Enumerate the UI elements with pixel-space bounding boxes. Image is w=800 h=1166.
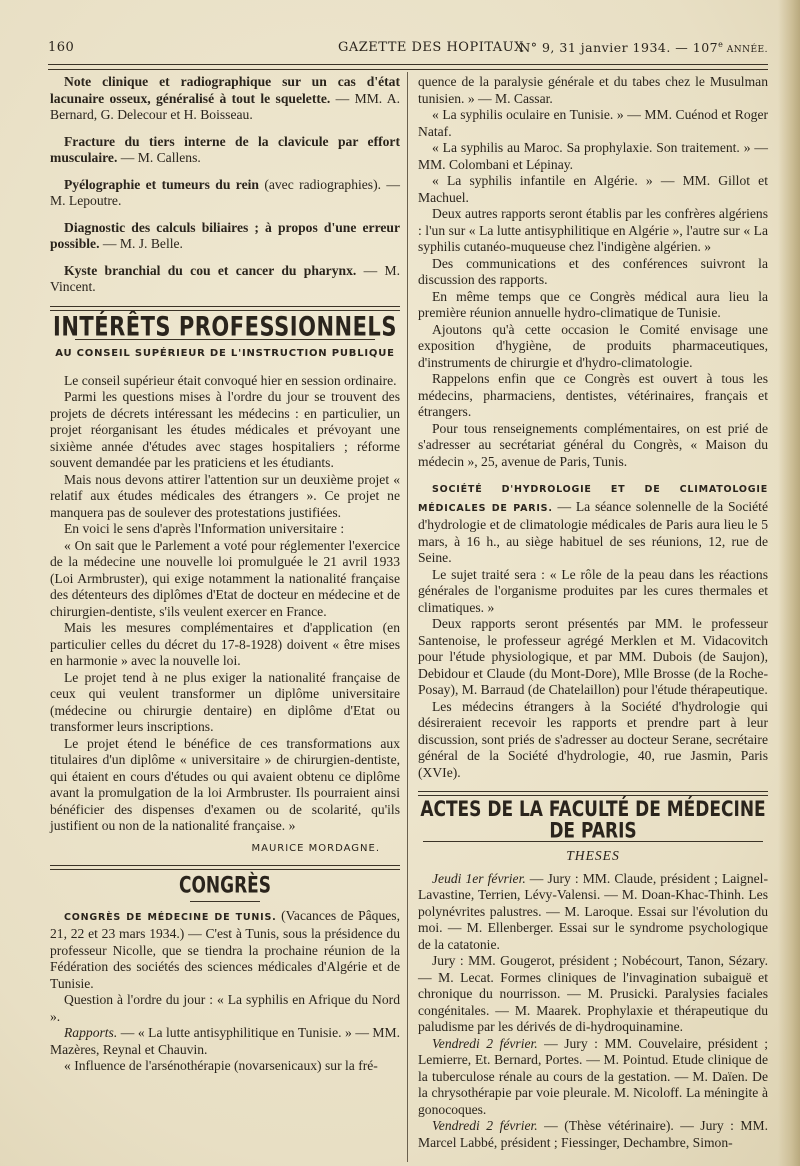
paragraph: SOCIÉTÉ D'HYDROLOGIE ET DE CLIMATOLOGIE MÉDICALES DE PARIS. — La séance solennelle de la Société d'hydrologie et de climatologie médicales de Paris aura lieu le 5 mars, à 16 h., au siège habituel de ses réunions, 12, rue de Seine.: [418, 484, 768, 565]
list-item: Jeudi 1er février. — Jury : MM. Claude, président ; Laignel-Lavastine, Terrien, Lévy-Valensi. — M. Doan-Khac-Thinh. Les polynévrites palustres. — M. Laroque. Essai sur l'évolution du moi. — M. Ellenberger. Essai sur le syndrome psychologique de la catatonie.: [418, 870, 768, 952]
list-item: Vendredi 2 février. — Jury : MM. Couvelaire, président ; Lemierre, Et. Bernard, Portes. — M. Pointud. Etude clinique de la tuberculose rénale au cours de la gestation. — M. Daïen. De la chrysothérapie par voie pleurale. M. Nicoloff. La méningite à gonocoques.: [418, 1035, 768, 1117]
left-column: [50, 74, 400, 1075]
list-item: Kyste branchial du cou et cancer du pharynx. — M. Vincent.: [50, 262, 400, 294]
section-rule: [50, 306, 400, 311]
paragraph: « On sait que le Parlement a voté pour réglementer l'exercice de la médecine une nouvelle loi promulguée le 21 avril 1933 (Loi Armbruster), qui exige notamment la nationalité française des détenteurs des diplômes d'Etat de docteur en médecine et de chirurgien-dentiste, s'ils veulent exercer en France.: [50, 537, 400, 619]
paragraph: Le sujet traité sera : « Le rôle de la peau dans les réactions générales de l'organisme produites par les cures thermales et climatiques. »: [418, 566, 768, 615]
paragraph: Les médecins étrangers à la Société d'hydrologie qui désireraient recevoir les rapports et prendre part à leur discussion, sont priés de s'adresser au docteur Serane, secrétaire général de la Société d'hydrologie, 40, rue Jasmin, Paris (XVIe).: [418, 698, 768, 780]
paragraph: CONGRÈS DE MÉDECINE DE TUNIS. (Vacances de Pâques, 21, 22 et 23 mars 1934.) — C'est à Tunis, sous la présidence du professeur Nicolle, que se tiendra la prochaine réunion de la Fédération des sociétés des sciences médicales d'Algérie et de Tunisie.: [50, 907, 400, 991]
header-rule: [48, 64, 768, 70]
section-rule: [50, 865, 400, 870]
page-edge-shadow: [778, 0, 800, 1166]
section-title-interets: INTÉRÊTS PROFESSIONNELS: [53, 311, 397, 342]
page-number: 160: [48, 40, 75, 55]
paragraph: « La syphilis infantile en Algérie. » — MM. Gillot et Machuel.: [418, 173, 768, 205]
list-item: Diagnostic des calculs biliaires ; à propos d'une erreur possible. — M. J. Belle.: [50, 219, 400, 251]
column-separator: [407, 72, 408, 1162]
paragraph: « La syphilis au Maroc. Sa prophylaxie. Son traitement. » — MM. Colombani et Lépinay.: [418, 140, 768, 172]
journal-title: GAZETTE DES HOPITAUX: [338, 40, 524, 55]
paragraph: Deux autres rapports seront établis par les confrères algériens : l'un sur « La lutte antisyphilitique en Algérie », l'autre sur « La syphilis cutanéo-muqueuse chez l'indigène algérien. »: [418, 206, 768, 254]
right-column: [418, 74, 768, 1151]
list-item: Note clinique et radiographique sur un cas d'état lacunaire osseux, généralisé à tout le squelette. — MM. A. Bernard, G. Delecour et H. Boisseau.: [50, 74, 401, 122]
paragraph: Des communications et des conférences suivront la discussion des rapports.: [418, 255, 768, 287]
section-title-actes: ACTES DE LA FACULTÉ DE MÉDECINE DE PARIS: [420, 797, 766, 843]
paragraph: En même temps que ce Congrès médical aura lieu la première réunion annuelle hydro-climatique de Tunisie.: [418, 288, 768, 320]
theses-heading: THESES: [566, 848, 620, 863]
list-item: Vendredi 2 février. — (Thèse vétérinaire). — Jury : MM. Marcel Labbé, président ; Fiessinger, Dechambre, Simon-: [418, 1118, 768, 1150]
running-header: [48, 40, 768, 62]
subhead-conseil: AU CONSEIL SUPÉRIEUR DE L'INSTRUCTION PUBLIQUE: [55, 348, 395, 359]
paragraph: Mais nous devons attirer l'attention sur un deuxième projet « relatif aux études médicales des étrangers ». Ce projet ne manquera pas de soulever des protestations justifiées.: [50, 471, 400, 520]
paragraph: En voici le sens d'après l'Information universitaire :: [64, 521, 345, 536]
issue-info: N° 9, 31 janvier 1934. — 107e ANNÉE.: [519, 40, 768, 56]
paragraph: Le projet tend à ne plus exiger la nationalité française de ceux qui veulent transformer un diplôme universitaire (médecine ou chirurgie dentaire) en diplôme d'Etat ou transformer leurs inscriptions.: [50, 669, 400, 734]
paragraph: Le conseil supérieur était convoqué hier en session ordinaire.: [64, 372, 397, 388]
list-item: Jury : MM. Gougerot, président ; Nobécourt, Tanon, Sézary. — M. Lecat. Formes cliniques de l'invagination subaiguë et chronique du nourrisson. — M. Prusicki. Paralysies faciales congénitales. — M. Maarek. Prophylaxie et thérapeutique du paludisme par les dérivés de di-hydroquinamine.: [418, 953, 768, 1034]
section-title-congres: CONGRÈS: [178, 872, 272, 899]
list-item: Fracture du tiers interne de la clavicule par effort musculaire. — M. Callens.: [50, 133, 400, 165]
paragraph: « La syphilis oculaire en Tunisie. » — MM. Cuénod et Roger Nataf.: [418, 107, 768, 139]
paragraph: Parmi les questions mises à l'ordre du jour se trouvent des projets de décrets intéressant les médecins : en particulier, un projet réorganisant les études médicales et prévoyant une sixième année d'études avec stages hospitaliers ; réforme souvent demandée par les praticiens et les étudiants.: [50, 389, 400, 470]
paragraph: quence de la paralysie générale et du tabes chez le Musulman tunisien. » — M. Cassar.: [418, 74, 768, 106]
list-item: Pyélographie et tumeurs du rein (avec radiographies). — M. Lepoutre.: [50, 176, 400, 208]
paragraph: Rapports. — « La lutte antisyphilitique en Tunisie. » — MM. Mazères, Reynal et Chauvin.: [50, 1025, 400, 1057]
paragraph: Deux rapports seront présentés par MM. le professeur Santenoise, le professeur agrégé Merklen et M. Vidacovitch pour l'étude physiologique, et par MM. Dubois (de Saujon), Debidour et Claude (du Mont-Dore), Mlle Brosse (de la Roche-Posay), M. Barraud (de Chatelaillon) pour l'étude thérapeutique.: [418, 616, 768, 697]
paragraph: Ajoutons qu'à cette occasion le Comité envisage une exposition d'hygiène, de produits pharmaceutiques, d'instruments de chirurgie et d'hydro-climatologie.: [418, 321, 768, 370]
paragraph: Mais les mesures complémentaires et d'application (en particulier celles du décret du 17-8-1928) doivent « être mises en harmonie » avec la nouvelle loi.: [50, 620, 400, 668]
paragraph: Pour tous renseignements complémentaires, on est prié de s'adresser au secrétariat général du Congrès, « Maison du médecin », 25, avenue de Paris, Tunis.: [418, 420, 768, 469]
paragraph: Le projet étend le bénéfice de ces transformations aux titulaires d'un diplôme « universitaire » de chirurgien-dentiste, qui étaient en cours d'études ou qui avaient obtenu ce diplôme avant la promulgation de la loi Armbruster. Ils pourraient ainsi bénéficier des dispenses d'examen ou de scolarité, qu'ils justifient ou non de la nationalité française. »: [50, 735, 400, 833]
signature: MAURICE MORDAGNE.: [251, 842, 380, 854]
paragraph: « Influence de l'arsénothérapie (novarsenicaux) sur la fré-: [64, 1058, 378, 1073]
paragraph: Question à l'ordre du jour : « La syphilis en Afrique du Nord ».: [50, 992, 400, 1024]
section-rule: [418, 791, 768, 796]
paragraph: Rappelons enfin que ce Congrès est ouvert à tous les médecins, pharmaciens, dentistes, vétérinaires, français et étrangers.: [418, 371, 768, 419]
title-underline: [190, 901, 260, 902]
